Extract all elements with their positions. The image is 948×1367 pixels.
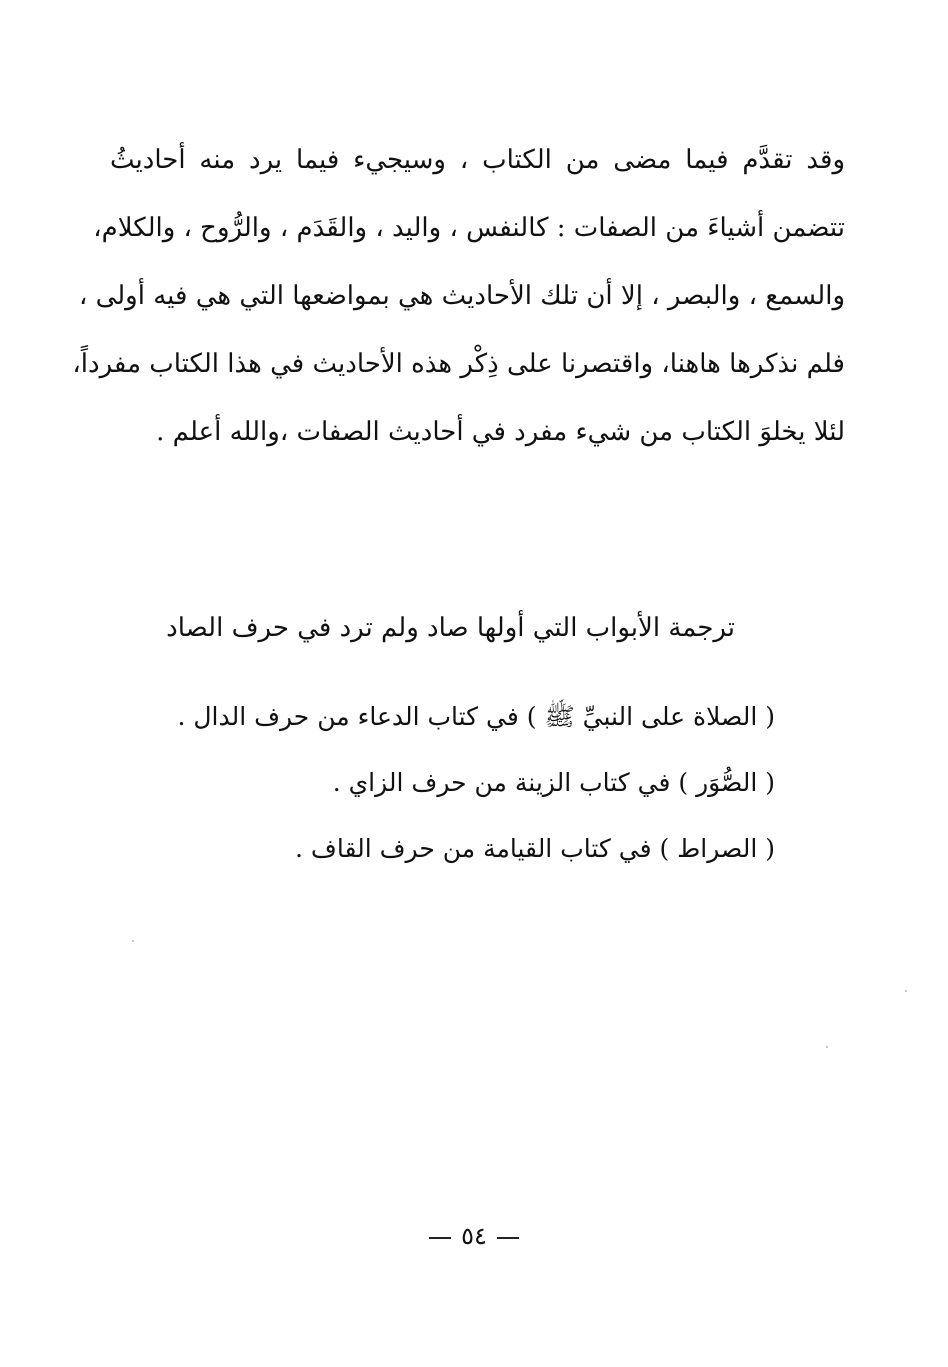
- cross-reference-entry: ( الصراط ) في كتاب القيامة من حرف القاف .: [295, 834, 775, 863]
- footer-dash-right: [497, 1237, 519, 1239]
- paragraph-line-3: والسمع ، والبصر ، إلا أن تلك الأحاديث هي بمواضعها التي هي فيه أولى ،: [78, 281, 845, 311]
- paragraph-line-4: فلم نذكرها هاهنا، واقتصرنا على ذِكْر هذه الأحاديث في هذا الكتاب مفرداً،: [72, 349, 845, 379]
- paragraph-line-5: لئلا يخلوَ الكتاب من شيء مفرد في أحاديث الصفات ،والله أعلم .: [156, 417, 845, 447]
- scan-speck: [132, 940, 134, 942]
- page-footer: [0, 1216, 948, 1256]
- paragraph-line-2: تتضمن أشياءَ من الصفات : كالنفس ، واليد ، والقَدَم ، والرُّوح ، والكلام،: [93, 213, 845, 243]
- cross-reference-list: [177, 684, 775, 882]
- footer-dash-left: [429, 1237, 451, 1239]
- section-heading: ترجمة الأبواب التي أولها صاد ولم ترد في حرف الصاد: [166, 613, 735, 643]
- page-number: ٥٤: [461, 1222, 487, 1250]
- cross-reference-entry: ( الصُّوَر ) في كتاب الزينة من حرف الزاي .: [332, 768, 775, 797]
- paragraph-line-1: وقد تقدَّم فيما مضى من الكتاب ، وسيجيء فيما يرد منه أحاديثُ: [110, 145, 845, 175]
- scan-speck: [905, 990, 907, 992]
- cross-reference-entry: ( الصلاة على النبيِّ ﷺ ) في كتاب الدعاء من حرف الدال .: [177, 702, 775, 731]
- intro-paragraph: [72, 126, 845, 466]
- scan-speck: [826, 1046, 828, 1048]
